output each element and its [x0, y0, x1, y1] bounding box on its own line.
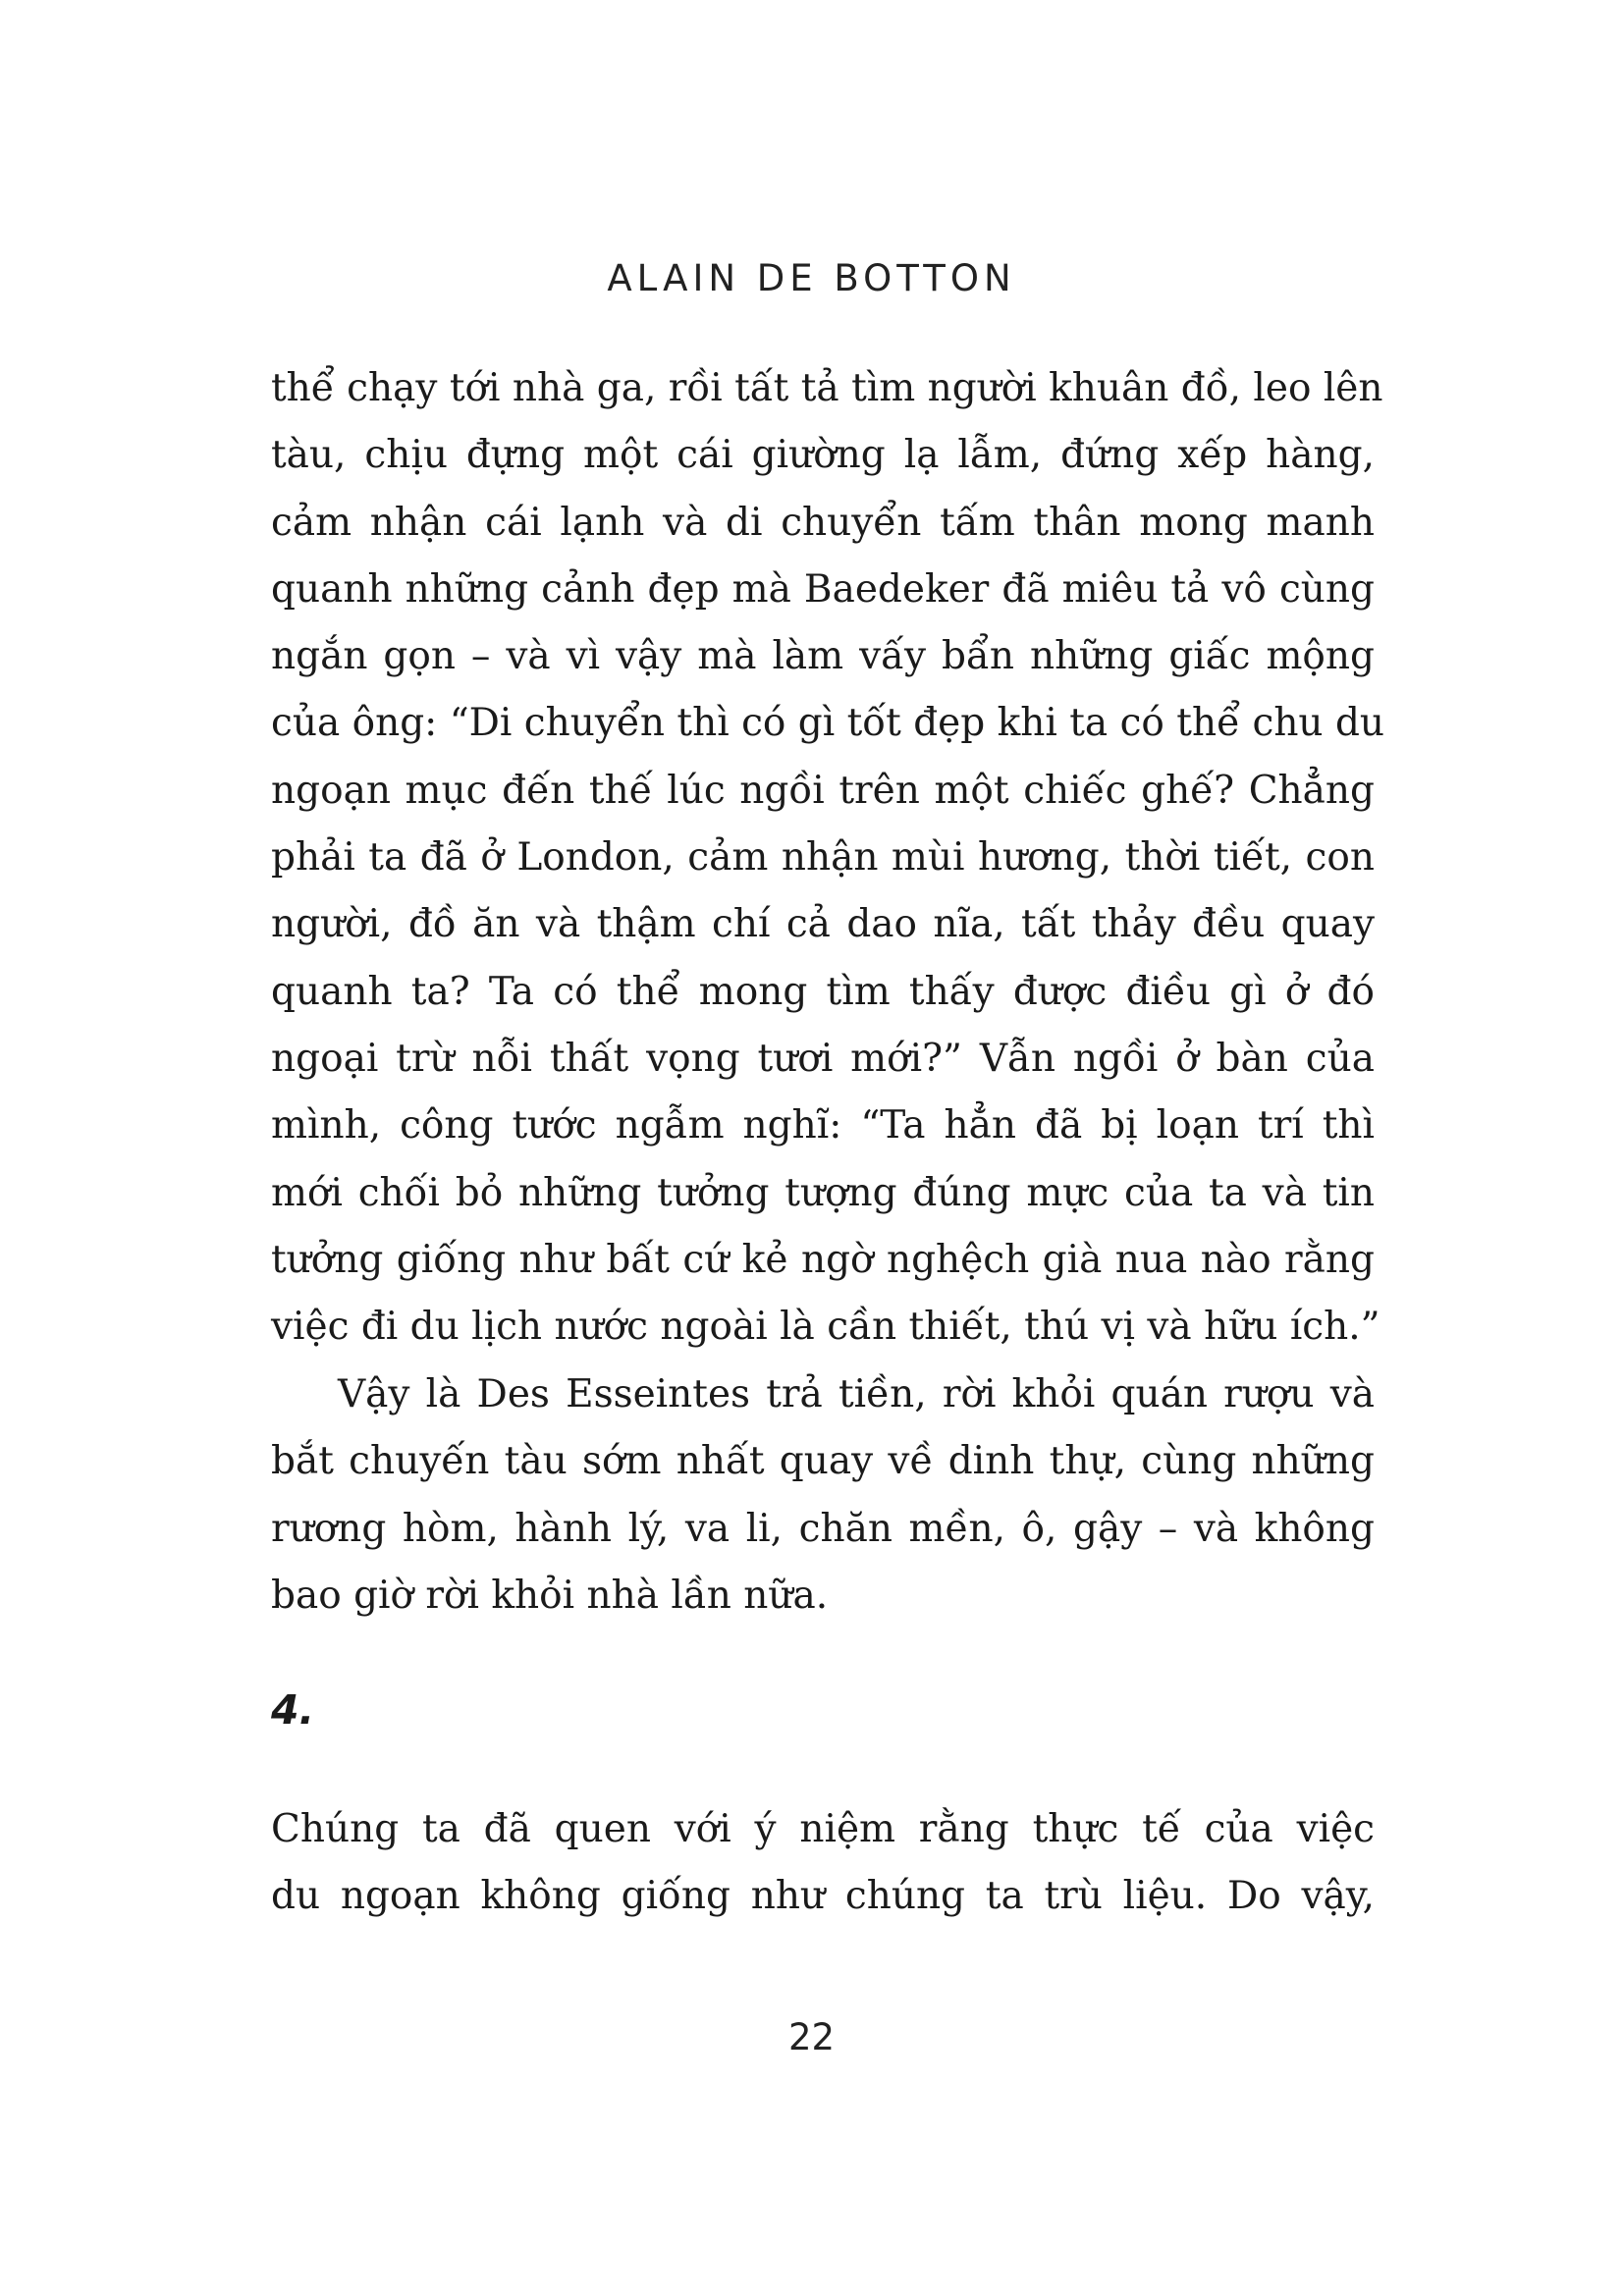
- text-line: mới chối bỏ những tưởng tượng đúng mực của ta và tin: [271, 1170, 1375, 1215]
- text-line: bao giờ rời khỏi nhà lần nữa.: [271, 1573, 829, 1618]
- text-line: việc đi du lịch nước ngoài là cần thiết, thú vị và hữu ích.”: [271, 1305, 1380, 1350]
- text-line: bắt chuyến tàu sớm nhất quay về dinh thự, cùng những: [271, 1439, 1375, 1484]
- text-line: người, đồ ăn và thậm chí cả dao nĩa, tất thảy đều quay: [271, 902, 1375, 947]
- text-line: tưởng giống như bất cứ kẻ ngờ nghệch già nua nào rằng: [271, 1237, 1375, 1282]
- text-line: Chúng ta đã quen với ý niệm rằng thực tế của việc: [271, 1807, 1375, 1851]
- text-line: quanh ta? Ta có thể mong tìm thấy được điều gì ở đó: [271, 969, 1375, 1014]
- text-line: Vậy là Des Esseintes trả tiền, rời khỏi quán rượu và: [338, 1372, 1375, 1416]
- text-line: rương hòm, hành lý, va li, chăn mền, ô, gậy – và không: [271, 1506, 1375, 1551]
- running-head: ALAIN DE BOTTON: [607, 257, 1016, 299]
- paragraph-3: [271, 1796, 1375, 1931]
- text-line: mình, công tước ngẫm nghĩ: “Ta hẳn đã bị loạn trí thì: [271, 1103, 1375, 1148]
- section-heading: 4.: [271, 1686, 315, 1734]
- page-number: 22: [787, 2016, 836, 2058]
- text-line: tàu, chịu đựng một cái giường lạ lẫm, đứng xếp hàng,: [271, 433, 1375, 478]
- paragraph-2: [271, 1362, 1375, 1629]
- paragraph-1: [271, 355, 1385, 1361]
- text-line: của ông: “Di chuyển thì có gì tốt đẹp khi ta có thể chu du: [271, 701, 1385, 746]
- text-line: cảm nhận cái lạnh và di chuyển tấm thân mong manh: [271, 500, 1375, 545]
- text-line: ngoạn mục đến thế lúc ngồi trên một chiếc ghế? Chẳng: [271, 768, 1375, 813]
- text-line: ngoại trừ nỗi thất vọng tươi mới?” Vẫn ngồi ở bàn của: [271, 1036, 1375, 1081]
- text-line: quanh những cảnh đẹp mà Baedeker đã miêu tả vô cùng: [271, 566, 1375, 612]
- text-line: phải ta đã ở London, cảm nhận mùi hương, thời tiết, con: [271, 835, 1375, 881]
- text-line: thể chạy tới nhà ga, rồi tất tả tìm người khuân đồ, leo lên: [271, 366, 1383, 410]
- text-line: ngắn gọn – và vì vậy mà làm vấy bẩn những giấc mộng: [271, 634, 1375, 679]
- text-line: du ngoạn không giống như chúng ta trù liệu. Do vậy,: [271, 1874, 1375, 1919]
